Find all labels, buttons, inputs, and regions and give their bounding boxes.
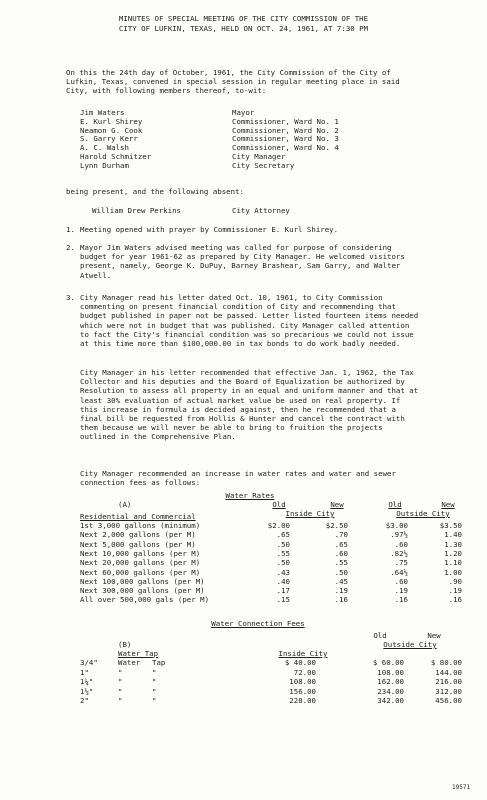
water-paragraph: City Manager recommended an increase in water rates and water and sewer connection fees as follows:: [80, 469, 396, 488]
fee-outside-old: 108.00: [377, 667, 404, 677]
item-2-text: Mayor Jim Waters advised meeting was called for purpose of considering budget for year 1961-62 as prepared by City Manager. He welcomed visitors present, namely, George K. DuPuy, Barney Brashear, Sam Garry, and Walter Atwell.: [80, 243, 405, 280]
connection-old-header: Old: [373, 631, 387, 640]
rate-inside-old: .65: [276, 530, 290, 540]
water-rates-col-label: Residential and Commercial: [80, 512, 196, 521]
inside-new-header: New: [330, 500, 344, 509]
outside-old-header: Old: [388, 500, 402, 509]
rate-outside-old: $3.00: [385, 521, 408, 530]
fee-outside-new: $ 80.00: [430, 658, 462, 667]
rate-inside-new: .50: [334, 567, 348, 577]
member-title: Commissioner, Ward No. 3: [232, 134, 339, 144]
fee-size: 1¼": [80, 677, 94, 687]
rate-inside-old: .17: [276, 586, 290, 596]
member-name: A. C. Walsh: [80, 143, 129, 153]
member-title: Commissioner, Ward No. 2: [232, 125, 339, 135]
item-2-number: 2.: [66, 243, 75, 252]
rate-outside-new: 1.10: [444, 558, 462, 568]
connection-outside-header: Outside City: [383, 640, 437, 649]
fee-outside-new: 144.00: [435, 667, 462, 677]
rate-inside-new: .55: [334, 558, 348, 568]
fee-tap: ": [152, 677, 157, 687]
rate-inside-new: .70: [334, 530, 348, 540]
fee-type: ": [118, 686, 123, 696]
fee-type: Water: [118, 658, 141, 667]
item-1-text: Meeting opened with prayer by Commissioner E. Kurl Shirey.: [80, 225, 339, 234]
member-name: Lynn Durham: [80, 160, 129, 170]
connection-new-header: New: [427, 631, 441, 640]
water-rates-section: (A): [118, 500, 132, 509]
page-mark: 19571: [452, 784, 471, 791]
fee-tap: ": [152, 696, 157, 706]
intro-paragraph: On this the 24th day of October, 1961, the City Commission of the City of Lufkin, Texas, convened in special session in regular meeting place in said City, with following members thereof, to-wit:: [66, 68, 400, 96]
rate-inside-new: .60: [334, 548, 348, 558]
rate-inside-old: $2.00: [267, 521, 290, 530]
rate-outside-old: .60: [394, 576, 408, 586]
rate-outside-old: .97½: [390, 530, 408, 540]
rate-row-label: All over 500,000 gals (per M): [80, 595, 210, 605]
fee-outside-new: 312.00: [435, 686, 462, 696]
connection-inside-header: Inside City: [278, 649, 328, 658]
fee-size: 1": [80, 667, 89, 677]
fee-outside-old: 342.00: [377, 696, 404, 706]
fee-size: 1½": [80, 686, 94, 696]
connection-fees-section: (B): [118, 640, 132, 649]
fee-outside-old: 162.00: [377, 677, 404, 687]
rate-outside-new: 1.00: [444, 567, 462, 577]
rate-row-label: Next 5,000 gallons (per M): [80, 539, 196, 549]
member-title: Mayor: [232, 108, 255, 117]
fee-outside-new: 456.00: [435, 696, 462, 706]
fee-type: ": [118, 667, 123, 677]
rate-inside-old: .15: [276, 595, 290, 605]
member-title: Commissioner, Ward No. 1: [232, 116, 339, 126]
rate-row-label: Next 2,000 gallons (per M): [80, 530, 196, 540]
rate-outside-new: .90: [448, 576, 462, 586]
fee-tap: Tap: [152, 658, 166, 667]
member-title: City Manager: [232, 152, 286, 161]
member-name: S. Garry Kerr: [80, 134, 138, 144]
letter-paragraph: City Manager in his letter recommended that effective Jan. 1, 1962, the Tax Collector and his deputies and the Board of Equalization be authorized by Resolution to assess all property in an equal and uniform manner and that at least 30% evaluation of actual market value be used on real property. If this increase in formula is decided against, then he recommended that a final bill be requested from Hollis & Hunter and cancel the contract with them because we will never be able to bring to fruition the projects outlined in the Comprehensive Plan.: [80, 368, 419, 442]
rate-outside-old: .82½: [390, 548, 408, 558]
rate-inside-old: .50: [276, 539, 290, 549]
connection-fees-heading: Water Connection Fees: [211, 619, 305, 628]
rate-outside-old: .16: [394, 595, 408, 605]
absent-title: City Attorney: [232, 206, 290, 215]
member-name: Neamon G. Cook: [80, 125, 143, 135]
rate-outside-new: 1.40: [444, 530, 462, 540]
rate-row-label: Next 100,000 gallons (per M): [80, 576, 205, 586]
fee-tap: ": [152, 667, 157, 677]
member-name: E. Kurl Shirey: [80, 116, 143, 126]
rate-outside-old: .60: [394, 539, 408, 549]
rate-inside-new: .19: [334, 586, 348, 596]
item-3-text: City Manager read his letter dated Oct. 10, 1961, to City Commission commenting on present financial condition of City and recommending that budget published in paper not be passed. Letter listed fourteen items needed which were not in budget that was published. City Manager called attention to fact the City's financial condition was so precarious we could not issue at this time more than $100,000.00 in tax bonds to do work badly needed.: [80, 293, 419, 349]
rate-outside-old: .19: [394, 586, 408, 596]
water-rates-heading: Water Rates: [225, 491, 275, 500]
rate-inside-old: .50: [276, 558, 290, 568]
present-text: being present, and the following absent:: [66, 187, 244, 196]
fee-tap: ": [152, 686, 157, 696]
rate-outside-new: 1.30: [444, 539, 462, 549]
rate-row-label: Next 20,000 gallons (per M): [80, 558, 201, 568]
member-title: City Secretary: [232, 160, 295, 170]
rate-outside-new: .16: [448, 595, 462, 605]
fee-outside-new: 216.00: [435, 677, 462, 687]
member-name: Jim Waters: [80, 108, 125, 117]
member-title: Commissioner, Ward No. 4: [232, 143, 339, 153]
fee-inside: 228.00: [289, 696, 316, 706]
rate-inside-old: .43: [276, 567, 290, 577]
rate-inside-old: .55: [276, 548, 290, 558]
rate-inside-new: .65: [334, 539, 348, 549]
rate-row-label: 1st 3,000 gallons (minimum): [80, 521, 201, 530]
rate-inside-old: .40: [276, 576, 290, 586]
rate-row-label: Next 10,000 gallons (per M): [80, 548, 201, 558]
fee-inside: 72.00: [293, 667, 316, 677]
fee-inside: 156.00: [289, 686, 316, 696]
inside-city-header: Inside City: [285, 509, 335, 518]
item-1-number: 1.: [66, 225, 75, 234]
inside-old-header: Old: [272, 500, 286, 509]
fee-outside-old: $ 60.00: [372, 658, 404, 667]
member-name: Harold Schmitzer: [80, 152, 152, 161]
rate-row-label: Next 300,000 gallons (per M): [80, 586, 205, 596]
rate-row-label: Next 60,000 gallons (per M): [80, 567, 201, 577]
rate-inside-new: .16: [334, 595, 348, 605]
rate-inside-new: $2.50: [325, 521, 348, 530]
title-line-2: CITY OF LUFKIN, TEXAS, HELD ON OCT. 24, 1961, AT 7:30 PM: [118, 24, 369, 33]
fee-type: ": [118, 677, 123, 687]
rate-inside-new: .45: [334, 576, 348, 586]
fee-inside: $ 40.00: [284, 658, 316, 667]
connection-fees-col-label: Water Tap: [118, 649, 159, 658]
rate-outside-old: .75: [394, 558, 408, 568]
rate-outside-new: $3.50: [439, 521, 462, 530]
outside-new-header: New: [441, 500, 455, 509]
outside-city-header: Outside City: [396, 509, 450, 518]
rate-outside-new: 1.20: [444, 548, 462, 558]
fee-size: 3/4": [80, 658, 98, 667]
fee-type: ": [118, 696, 123, 706]
item-3-number: 3.: [66, 293, 75, 302]
title-line-1: MINUTES OF SPECIAL MEETING OF THE CITY COMMISSION OF THE: [118, 14, 369, 23]
rate-outside-old: .64½: [390, 567, 408, 577]
fee-inside: 108.00: [289, 677, 316, 687]
fee-outside-old: 234.00: [377, 686, 404, 696]
absent-name: William Drew Perkins: [92, 206, 181, 215]
fee-size: 2": [80, 696, 89, 706]
rate-outside-new: .19: [448, 586, 462, 596]
